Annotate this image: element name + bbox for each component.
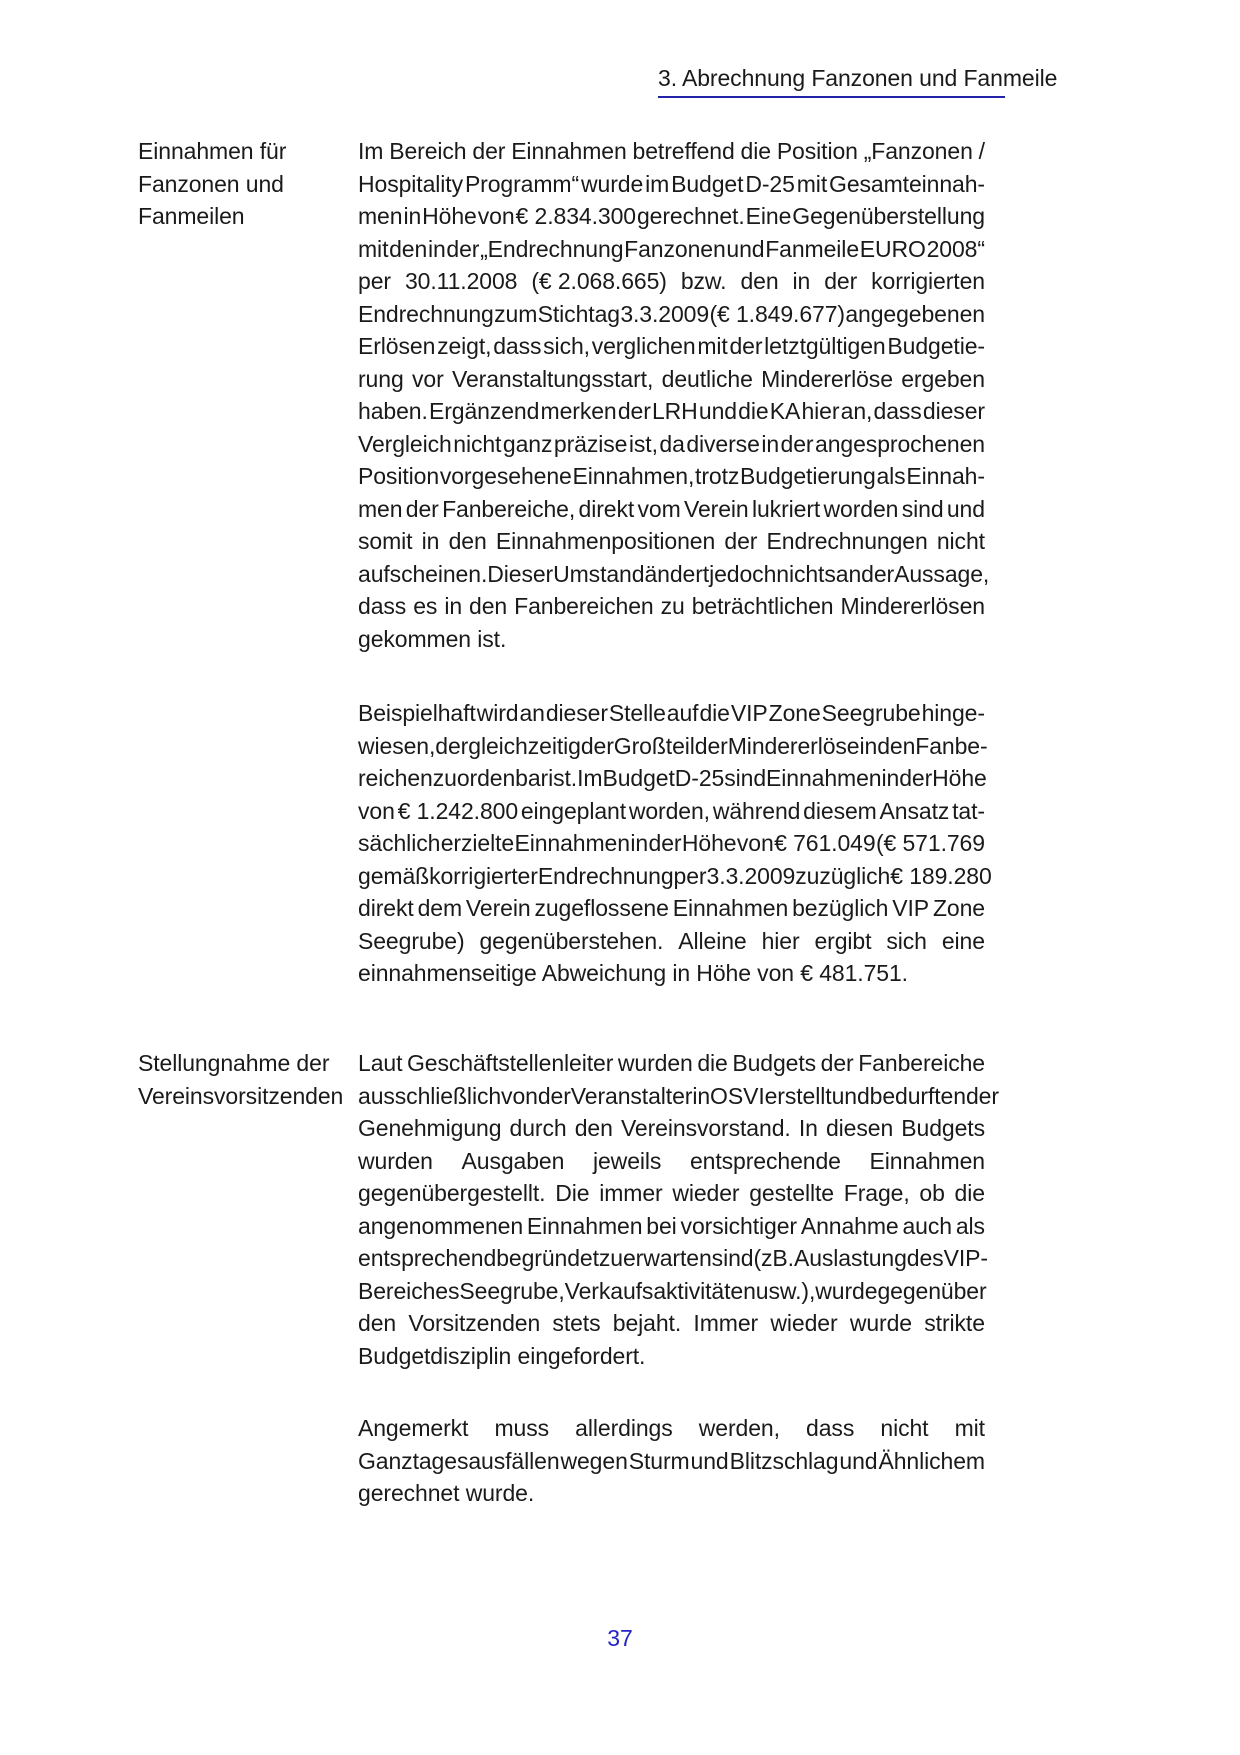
text-line: reichen zuordenbar ist. Im Budget D-25 sind Einnahmen in der Höhe (358, 765, 987, 791)
page-title: 3. Abrechnung Fanzonen und Fanmeile (658, 65, 1058, 91)
text-line: Angemerkt muss allerdings werden, dass nicht mit (358, 1415, 985, 1441)
text-line: entsprechend begründet zu erwarten sind (zB. Auslastung des VIP- (358, 1245, 988, 1271)
text-line: Laut Geschäftstellenleiter wurden die Budgets der Fanbereiche (358, 1050, 985, 1076)
text-line: Endrechnung zum Stichtag 3.3.2009 (€ 1.849.677) angegebenen (358, 300, 985, 327)
text-line: Ganztagesausfällen wegen Sturm und Blitzschlag und Ähnlichem (358, 1447, 985, 1474)
text-line: Fanmeilen (138, 203, 245, 229)
text-line: Genehmigung durch den Vereinsvorstand. In diesen Budgets (358, 1115, 985, 1141)
text-line: den Vorsitzenden stets bejaht. Immer wieder wurde strikte (358, 1310, 985, 1336)
text-line: haben. Ergänzend merken der LRH und die KA hier an, dass dieser (358, 398, 985, 424)
text-line: Position vorgesehene Einnahmen, trotz Budgetierung als Einnah- (358, 463, 985, 489)
header-title-block (658, 64, 1058, 98)
margin-label-stellungnahme (138, 1047, 373, 1112)
body-paragraph-einnahmen-2 (358, 697, 992, 990)
text-line: Fanzonen und (138, 170, 284, 197)
text-line: Vergleich nicht ganz präzise ist, da diverse in der angesprochenen (358, 430, 985, 457)
text-line: Stellungnahme der (138, 1050, 330, 1076)
page-number: 37 (607, 1625, 633, 1651)
text-line: sächlich erzielte Einnahmen in der Höhe von € 761.049 (€ 571.769 (358, 830, 985, 856)
text-line: wurden Ausgaben jeweils entsprechende Einnahmen (358, 1147, 985, 1174)
text-line: gekommen ist. (358, 625, 507, 652)
text-line: rung vor Veranstaltungsstart, deutliche Mindererlöse ergeben (358, 365, 985, 392)
text-line: einnahmenseitige Abweichung in Höhe von € 481.751. (358, 960, 908, 986)
text-line: Bereiches Seegrube, Verkaufsaktivitäten usw.), wurde gegenüber (358, 1277, 987, 1304)
text-line: wiesen, der gleichzeitig der Großteil der Mindererlöse in den Fanbe- (358, 732, 988, 759)
text-line: Erlösen zeigt, dass sich, verglichen mit der letztgültigen Budgetie- (358, 333, 985, 359)
text-line: Hospitality Programm“ wurde im Budget D-25 mit Gesamteinnah- (358, 170, 985, 197)
text-line: gerechnet wurde. (358, 1480, 535, 1506)
text-line: Vereinsvorsitzenden (138, 1082, 344, 1109)
text-line: per 30.11.2008 (€ 2.068.665) bzw. den in der korrigierten (358, 268, 985, 294)
body-paragraph-stellungnahme-2 (358, 1412, 985, 1510)
text-line: angenommenen Einnahmen bei vorsichtiger Annahme auch als (358, 1212, 985, 1239)
margin-label-einnahmen (138, 135, 373, 233)
text-line: somit in den Einnahmenpositionen der Endrechnungen nicht (358, 528, 985, 554)
text-line: Beispielhaft wird an dieser Stelle auf die VIP Zone Seegrube hinge- (358, 700, 985, 726)
text-line: aufscheinen. Dieser Umstand ändert jedoch nichts an der Aussage, (358, 560, 990, 587)
text-line: direkt dem Verein zugeflossene Einnahmen bezüglich VIP Zone (358, 895, 985, 921)
text-line: Seegrube) gegenüberstehen. Alleine hier ergibt sich eine (358, 927, 985, 954)
text-line: men in Höhe von € 2.834.300 gerechnet. Eine Gegenüberstellung (358, 203, 985, 229)
text-line: gemäß korrigierter Endrechnung per 3.3.2009 zuzüglich € 189.280 (358, 862, 992, 889)
body-paragraph-stellungnahme-1 (358, 1047, 999, 1372)
text-line: men der Fanbereiche, direkt vom Verein lukriert worden sind und (358, 495, 985, 522)
body-paragraph-einnahmen-1 (358, 135, 990, 655)
text-line: gegenübergestellt. Die immer wieder gestellte Frage, ob die (358, 1180, 985, 1206)
text-line: Im Bereich der Einnahmen betreffend die Position „Fanzonen / (358, 138, 985, 164)
text-line: dass es in den Fanbereichen zu beträchtlichen Mindererlösen (358, 593, 985, 619)
text-line: ausschließlich von der Veranstalterin OSVI erstellt und bedurften der (358, 1082, 999, 1109)
text-line: mit den in der „Endrechnung Fanzonen und Fanmeile EURO 2008“ (358, 235, 985, 262)
text-line: Budgetdisziplin eingefordert. (358, 1342, 646, 1369)
text-line: von € 1.242.800 eingeplant worden, während diesem Ansatz tat- (358, 797, 985, 824)
text-line: Einnahmen für (138, 138, 287, 164)
